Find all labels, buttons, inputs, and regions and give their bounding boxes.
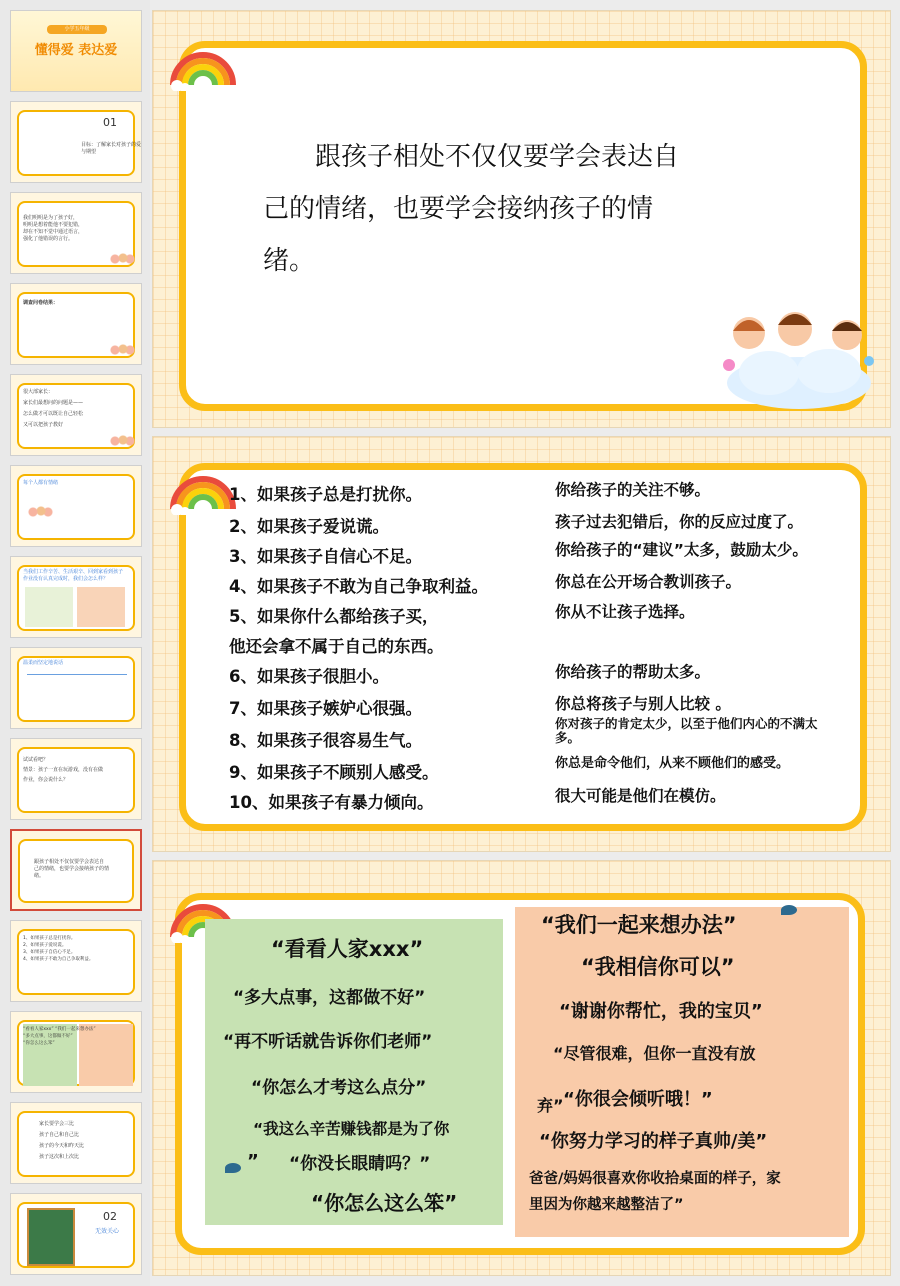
- thumb-text: “看看人家xxx” “我们一起来想办法” “多大点事，这都做不好” “你怎么这么笨”: [23, 1027, 96, 1046]
- positive-phrase: “我们一起来想办法”: [541, 913, 737, 937]
- bird-icon: [225, 1163, 241, 1173]
- slide-thumb-1[interactable]: [10, 10, 142, 92]
- reason-item: 你给孩子的“建议”太多，鼓励太少。: [555, 541, 808, 559]
- rainbow-icon: [167, 31, 239, 91]
- positive-phrase: 里因为你越来越整洁了”: [529, 1197, 684, 1213]
- negative-phrase: “你没长眼睛吗？”: [289, 1154, 431, 1174]
- negative-phrases-panel: [205, 919, 503, 1225]
- reason-item: 孩子过去犯错后，你的反应过度了。: [555, 513, 804, 531]
- negative-phrase: “再不听话就告诉你们老师”: [223, 1032, 433, 1052]
- cause-item: 3、如果孩子自信心不足。: [229, 547, 422, 566]
- cause-item: 2、如果孩子爱说谎。: [229, 517, 389, 536]
- positive-phrase: “你努力学习的样子真帅/美”: [539, 1131, 768, 1152]
- reason-item: 你从不让孩子选择。: [555, 603, 695, 621]
- cause-item: 4、如果孩子不敢为自己争取利益。: [229, 577, 488, 596]
- slide-thumb-12[interactable]: [10, 1011, 142, 1093]
- cause-item: 1、如果孩子总是打扰你。: [229, 485, 422, 504]
- positive-phrase: “我相信你可以”: [581, 955, 735, 979]
- slide-thumb-5[interactable]: [10, 374, 142, 456]
- kids-icon: [109, 435, 135, 449]
- negative-phrase: ”: [247, 1151, 259, 1172]
- thumb-text: 每个人都有情绪: [23, 480, 59, 486]
- positive-phrase: “谢谢你帮忙，我的宝贝”: [559, 1001, 763, 1022]
- thumb-text: 无效关心: [95, 1228, 120, 1235]
- negative-phrase: “多大点事，这都做不好”: [233, 988, 426, 1008]
- cause-item: 9、如果孩子不顾别人感受。: [229, 763, 439, 782]
- thumb-text: 调查问卷结果：: [23, 300, 59, 306]
- slide-thumb-10-selected[interactable]: [10, 829, 142, 911]
- slide-thumb-9[interactable]: [10, 738, 142, 820]
- slide-thumbnail-panel: [0, 0, 150, 1286]
- reason-item: 你总是命令他们，从来不顾他们的感受。: [555, 756, 790, 771]
- slide-3[interactable]: [152, 860, 891, 1276]
- thumb-text: 跟孩子相处不仅仅要学会表达自 己的情绪，也要学会接纳孩子的情 绪。: [34, 859, 110, 879]
- slide-thumb-11[interactable]: [10, 920, 142, 1002]
- cause-item: 8、如果孩子很容易生气。: [229, 731, 422, 750]
- reason-item: 你给孩子的帮助太多。: [555, 663, 711, 681]
- thumb-section-number: 02: [103, 1210, 117, 1223]
- reason-item: 你对孩子的肯定太少，以至于他们内心的不满太多。: [555, 716, 818, 745]
- thumb-text: 我们明明是为了孩子好， 明明是想着能他不要犯错， 却在不知不觉中通过语言， 强化了他错误的言行。: [23, 215, 84, 242]
- thumb-section-number: 01: [103, 116, 117, 129]
- kids-on-cloud-icon: [719, 303, 879, 415]
- thumb-text: 当我们工作辛苦、生活艰辛、回到家看到孩子 作业没有认真完成时，我们会怎么样？: [23, 569, 124, 582]
- positive-phrase: “尽管很难，但你一直没有放: [553, 1044, 756, 1063]
- cause-item: 10、如果孩子有暴力倾向。: [229, 793, 434, 812]
- reason-item: 你总将孩子与别人比较 。: [555, 695, 731, 713]
- kids-icon: [109, 253, 135, 267]
- slide-2[interactable]: [152, 436, 891, 852]
- negative-phrase: “我这么辛苦赚钱都是为了你: [253, 1120, 450, 1138]
- thumb-text: 目标：了解家长对孩子的爱与期望: [81, 142, 142, 155]
- bird-icon: [781, 905, 797, 915]
- thumb-text: 1、如果孩子总是打扰你。 2、如果孩子爱说谎。 3、如果孩子自信心不足。 4、如果孩子不敢为自己争取利益。: [23, 936, 94, 962]
- thumb-peach-box: [77, 587, 125, 627]
- negative-phrase: “看看人家xxx”: [271, 937, 424, 961]
- slide-thumb-6[interactable]: [10, 465, 142, 547]
- cause-item: 5、如果你什么都给孩子买，: [229, 607, 439, 626]
- chalkboard-icon: [27, 1208, 75, 1266]
- positive-phrase: 弃”: [537, 1096, 564, 1115]
- cause-item: 6、如果孩子很胆小。: [229, 667, 389, 686]
- thumb-text: 试试看吧？ 情景：孩子一直在玩游戏，没有在做 作业，你会说什么？: [23, 757, 104, 783]
- negative-phrase: “你怎么才考这么点分”: [251, 1078, 427, 1098]
- thumb-text: 很大部家长： 家长们最想问的问题是—— 怎么做才可以既让自己轻松 又可以把孩子教好: [23, 389, 84, 428]
- reason-item: 你总在公开场合教训孩子。: [555, 573, 742, 591]
- slide-1[interactable]: [152, 10, 891, 428]
- people-icon: [27, 506, 87, 532]
- slide-thumb-4[interactable]: [10, 283, 142, 365]
- kids-icon: [109, 344, 135, 358]
- positive-phrase: “你很会倾听哦！”: [563, 1089, 713, 1110]
- reason-item: 你给孩子的关注不够。: [555, 481, 711, 499]
- thumb-text: 家长要学会三比 孩子自己和自己比 孩子的今天和昨天比 孩子这次和上次比: [39, 1121, 85, 1160]
- thumb-cover-title: 懂得爱 表达爱: [34, 43, 118, 58]
- negative-phrase: “你怎么这么笨”: [311, 1191, 458, 1215]
- thumb-green-box: [25, 587, 73, 627]
- thumb-grade-badge: 小学五年级: [47, 25, 107, 34]
- cause-item: 他还会拿不属于自己的东西。: [229, 637, 444, 656]
- slide-thumb-2[interactable]: [10, 101, 142, 183]
- slide-thumb-8[interactable]: [10, 647, 142, 729]
- thumb-diagram: [27, 674, 127, 718]
- slide-thumb-3[interactable]: [10, 192, 142, 274]
- positive-phrase: 爸爸/妈妈很喜欢你收拾桌面的样子，家: [529, 1171, 781, 1187]
- reason-item: 很大可能是他们在模仿。: [555, 787, 726, 805]
- thumb-text: 温柔而坚定地说话: [23, 660, 64, 666]
- cause-item: 7、如果孩子嫉妒心很强。: [229, 699, 422, 718]
- slide-thumb-7[interactable]: [10, 556, 142, 638]
- slide-main-text: 跟孩子相处不仅仅要学会表达自己的情绪，也要学会接纳孩子的情绪。: [263, 142, 680, 276]
- slide-thumb-13[interactable]: [10, 1102, 142, 1184]
- slide-thumb-14[interactable]: [10, 1193, 142, 1275]
